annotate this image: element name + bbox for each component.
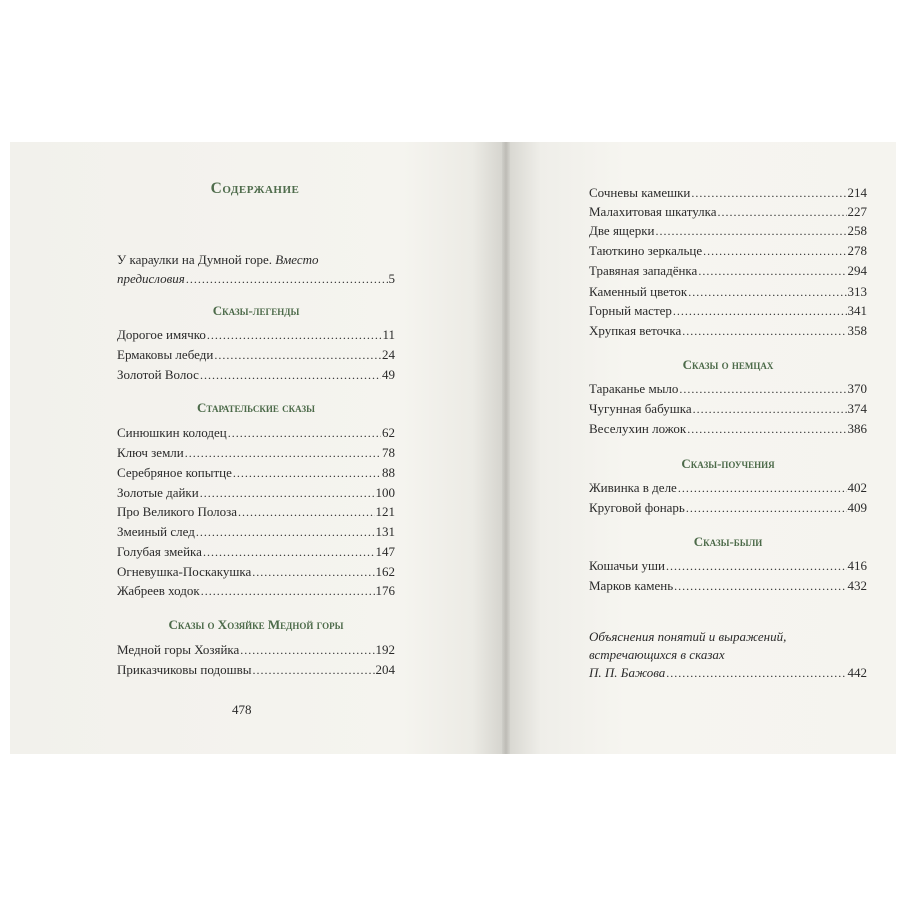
leader-dots [233, 464, 381, 482]
toc-entry [117, 641, 395, 659]
leader-dots [207, 326, 382, 344]
entry-title: Медной горы Хозяйка [117, 642, 240, 657]
leader-dots [201, 582, 375, 600]
leader-dots [678, 479, 847, 497]
appendix-line-2: встречающихся в сказах [589, 647, 725, 662]
page-ref: 258 [847, 223, 867, 238]
toc-entry [589, 322, 867, 340]
entry-title: Веселухин ложок [589, 421, 687, 436]
entry-title: Приказчиковы подошвы [117, 662, 252, 677]
toc-entry [117, 444, 395, 462]
page-ref: 5 [388, 271, 395, 286]
page-ref: 341 [847, 303, 867, 318]
page-ref: 374 [847, 401, 867, 416]
page-ref: 100 [375, 485, 395, 500]
entry-title: Таюткино зеркальце [589, 243, 703, 258]
intro-text: У караулки на Думной горе. [117, 252, 272, 267]
toc-entry [589, 203, 867, 221]
leader-dots [666, 557, 847, 575]
page-ref: 147 [375, 544, 395, 559]
toc-entry [117, 484, 395, 502]
page-ref: 62 [382, 425, 395, 440]
page-ref: 409 [847, 500, 867, 515]
entry-title: П. П. Бажова [589, 665, 666, 680]
entry-title: Голубая змейка [117, 544, 202, 559]
intro-italic-2: предисловия [117, 271, 185, 286]
entry-title: Про Великого Полоза [117, 504, 238, 519]
entry-title: Чугунная бабушка [589, 401, 692, 416]
toc-entry [589, 242, 867, 260]
section-heading: Сказы о Хозяйке Медной горы [168, 617, 344, 632]
leader-dots [682, 322, 846, 340]
leader-dots [186, 270, 388, 288]
toc-entry [117, 503, 395, 521]
page-ref: 442 [847, 665, 867, 680]
section-heading: Сказы-поучения [681, 456, 775, 471]
entry-title: Золотой Волос [117, 367, 199, 382]
entry-title: Синюшкин колодец [117, 425, 227, 440]
leader-dots [688, 283, 846, 301]
leader-dots [698, 262, 846, 280]
toc-entry [589, 262, 867, 280]
leader-dots [228, 424, 381, 442]
section-heading: Сказы о немцах [682, 357, 774, 372]
page-ref: 432 [847, 578, 867, 593]
toc-entry [589, 184, 867, 202]
toc-entry [589, 400, 867, 418]
leader-dots [674, 577, 846, 595]
entry-title: Огневушка-Поскакушка [117, 564, 252, 579]
page-ref: 294 [847, 263, 867, 278]
page-number: 478 [232, 702, 252, 717]
page-ref: 402 [847, 480, 867, 495]
entry-title: Тараканье мыло [589, 381, 679, 396]
toc-entry [117, 326, 395, 344]
leader-dots [691, 184, 846, 202]
entry-title: Дорогое имячко [117, 327, 206, 342]
leader-dots [718, 203, 847, 221]
page-ref: 162 [375, 564, 395, 579]
page-ref: 176 [375, 583, 395, 598]
toc-entry [117, 366, 395, 384]
page-ref: 192 [375, 642, 395, 657]
page-ref: 358 [847, 323, 867, 338]
page-ref: 24 [382, 347, 395, 362]
leader-dots [679, 380, 846, 398]
toc-entry [589, 302, 867, 320]
entry-title: Две ящерки [589, 223, 655, 238]
toc-entry [589, 420, 867, 438]
toc-entry [117, 464, 395, 482]
entry-title: Змеиный след [117, 524, 195, 539]
entry-title: Марков камень [589, 578, 674, 593]
entry-title: Жабреев ходок [117, 583, 200, 598]
page-ref: 386 [847, 421, 867, 436]
toc-entry [117, 424, 395, 442]
page-ref: 370 [847, 381, 867, 396]
section-heading: Старательские сказы [197, 400, 315, 415]
page-ref: 227 [847, 204, 867, 219]
leader-dots [240, 641, 374, 659]
page-ref: 11 [382, 327, 395, 342]
toc-entry [589, 577, 867, 595]
entry-title: Живинка в деле [589, 480, 677, 495]
entry-title: Каменный цветок [589, 284, 688, 299]
toc-title: Содержание [210, 180, 300, 197]
page-ref: 313 [847, 284, 867, 299]
entry-title: Хрупкая веточка [589, 323, 682, 338]
page-ref: 121 [375, 504, 395, 519]
leader-dots [703, 242, 846, 260]
appendix-line-1: Объяснения понятий и выражений, [589, 629, 787, 644]
toc-entry [117, 523, 395, 541]
entry-title: Золотые дайки [117, 485, 199, 500]
leader-dots [200, 366, 381, 384]
page-ref: 416 [847, 558, 867, 573]
entry-title: Сочневы камешки [589, 185, 691, 200]
leader-dots [673, 302, 847, 320]
leader-dots [252, 563, 374, 581]
page-ref: 88 [382, 465, 395, 480]
entry-title: Круговой фонарь [589, 500, 685, 515]
leader-dots [686, 499, 847, 517]
page-ref: 131 [375, 524, 395, 539]
leader-dots [200, 484, 375, 502]
toc-entry [117, 582, 395, 600]
toc-entry [589, 557, 867, 575]
leader-dots [203, 543, 375, 561]
page-ref: 278 [847, 243, 867, 258]
page-ref: 204 [375, 662, 395, 677]
toc-entry [589, 222, 867, 240]
page-ref: 78 [382, 445, 395, 460]
entry-title: Горный мастер [589, 303, 672, 318]
toc-entry-intro [117, 270, 395, 288]
entry-title: Малахитовая шкатулка [589, 204, 717, 219]
leader-dots [238, 503, 374, 521]
entry-title: Серебряное копытце [117, 465, 232, 480]
entry-title: Травяная западёнка [589, 263, 698, 278]
toc-entry [589, 380, 867, 398]
leader-dots [252, 661, 374, 679]
section-heading: Сказы-были [693, 534, 763, 549]
intro-line-1 [117, 251, 319, 269]
leader-dots [196, 523, 375, 541]
leader-dots [666, 664, 846, 682]
toc-entry [589, 499, 867, 517]
leader-dots [214, 346, 381, 364]
toc-entry [117, 346, 395, 364]
toc-entry-appendix [589, 664, 867, 682]
toc-entry [117, 563, 395, 581]
leader-dots [655, 222, 846, 240]
toc-entry [589, 283, 867, 301]
leader-dots [693, 400, 847, 418]
toc-entry [117, 543, 395, 561]
page-ref: 49 [382, 367, 395, 382]
entry-title: Ключ земли [117, 445, 184, 460]
entry-title: Ермаковы лебеди [117, 347, 214, 362]
toc-entry [117, 661, 395, 679]
book-gutter [502, 142, 510, 754]
intro-italic-1: Вместо [275, 252, 319, 267]
entry-title: Кошачьи уши [589, 558, 665, 573]
section-heading: Сказы-легенды [212, 303, 300, 318]
toc-entry [589, 479, 867, 497]
leader-dots [185, 444, 381, 462]
leader-dots [687, 420, 846, 438]
page-ref: 214 [847, 185, 867, 200]
